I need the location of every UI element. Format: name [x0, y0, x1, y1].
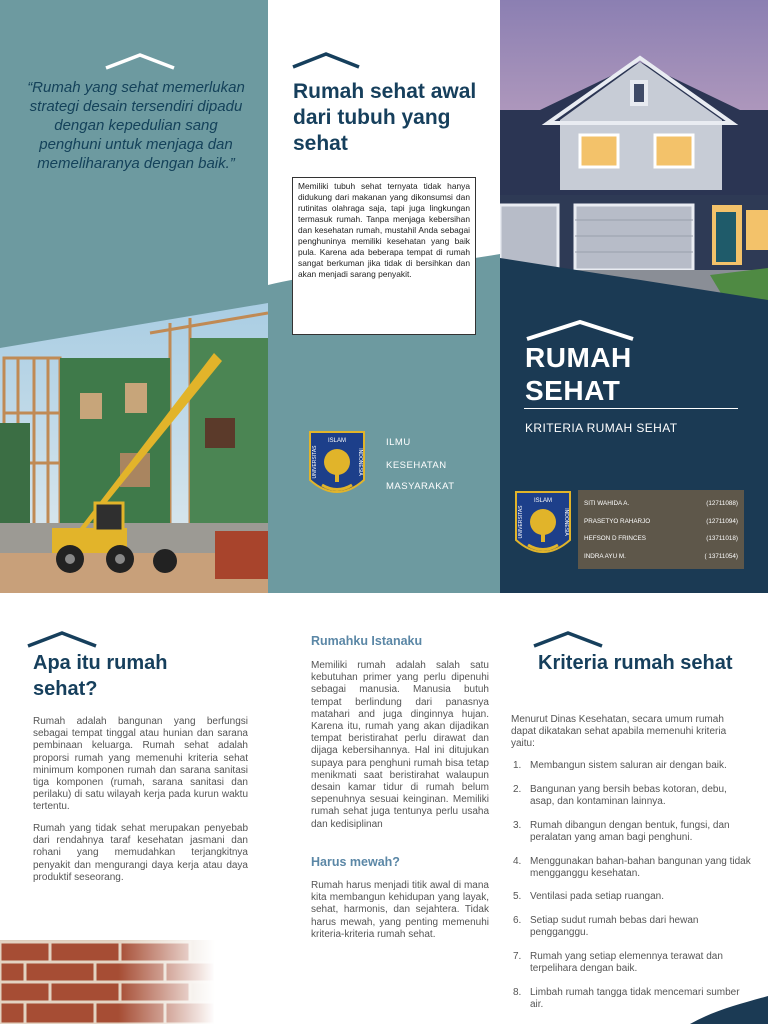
- list-item: [513, 760, 751, 772]
- member-id: (12711088): [706, 500, 738, 508]
- list-item: [513, 856, 751, 880]
- list-item-number: 5.: [513, 891, 522, 903]
- logo-text-islam: ISLAM: [533, 498, 553, 504]
- list-item-text: Rumah yang setiap elemennya terawat dan terpelihara dengan baik.: [530, 951, 723, 975]
- quote-panel: [0, 0, 268, 593]
- what-is-paragraph-1: Rumah adalah bangunan yang berfungsi sebagai tempat tinggal atau hunian dan sarana pembinaan keluarga. Rumah sehat adalah proporsi rumah yang memenuhi kriteria sehat minimum komponen rumah dan sarana sanitasi tiga komponen (rumah, sarana sanitasi dan perilaku) di satu wilayah kerja pada kurun waktu tertentu.: [33, 716, 248, 813]
- list-item-number: 8.: [513, 986, 522, 998]
- member-row: [584, 548, 738, 566]
- logo-text-islam: ISLAM: [327, 438, 347, 444]
- members-list: [578, 490, 744, 569]
- corner-wave-decoration: [690, 996, 768, 1024]
- list-item-number: 2.: [513, 783, 522, 795]
- member-id: ( 13711054): [704, 552, 738, 560]
- luxury-heading: Harus mewah?: [311, 855, 400, 869]
- logo-text-indonesia: INDONESIA: [357, 448, 363, 476]
- member-row: [584, 513, 738, 531]
- list-item: [513, 951, 751, 975]
- list-item-number: 6.: [513, 915, 522, 927]
- list-item-text: Menggunakan bahan-bahan bangunan yang tidak mengganggu kesehatan.: [530, 855, 751, 879]
- logo-text-universitas: UNIVERSITAS: [518, 505, 524, 539]
- member-name: PRASETYO RAHARJO: [584, 517, 651, 525]
- list-item-number: 1.: [513, 760, 522, 771]
- cover-divider: [524, 408, 738, 409]
- university-logo: [514, 490, 572, 569]
- roof-icon: [26, 630, 98, 648]
- list-item: [513, 891, 751, 903]
- intro-title: Rumah sehat awal dari tubuh yang sehat: [293, 80, 477, 155]
- member-name: HEFSON D FRINCES: [584, 535, 646, 543]
- cover-subtitle: KRITERIA RUMAH SEHAT: [525, 421, 678, 435]
- list-item-number: 3.: [513, 819, 522, 831]
- member-row: [584, 495, 738, 513]
- list-item-text: Ventilasi pada setiap ruangan.: [530, 891, 664, 903]
- intro-panel: [268, 0, 500, 593]
- palace-heading: Rumahku Istanaku: [311, 634, 423, 648]
- roof-icon: [104, 52, 176, 70]
- luxury-paragraph: Rumah harus menjadi titik awal di mana kita membangun kehidupan yang layak, sehat, harmonis, dan sejahtera. Tidak harus mewah, yang penting memenuhi kriteria-kriteria rumah sehat.: [311, 880, 489, 940]
- cover-title-line-2: SEHAT: [525, 375, 621, 406]
- roof-icon: [532, 630, 604, 648]
- cover-panel: [500, 0, 768, 593]
- list-item-text: Bangunan yang bersih bebas kotoran, debu, asap, dan kontaminan lainnya.: [530, 783, 727, 807]
- member-name: INDRA AYU M.: [584, 552, 626, 560]
- criteria-title: Kriteria rumah sehat: [538, 652, 733, 674]
- house-photo: [500, 0, 768, 300]
- brick-wall-photo: [0, 940, 215, 1024]
- member-name: SITI WAHIDA A.: [584, 500, 630, 508]
- palace-paragraph: Memiliki rumah adalah salah satu kebutuhan primer yang perlu dipenuhi sebagai manusia. Manusia butuh tempat berlindung dari panasnya matahari and juga dinginnya hujan. Karena itu, rumah yang akan dijadikan tempat beristirahat perlu dirawat dan dijaga kebersihannya. Hal ini ditujukan supaya para penghuni rumah bisa tetap menikmati saat beristirahat walaupun desain kamar tidur di rumah belum sepenuhnya sesuai keinginan. Memiliki rumah sehat juga tentunya perlu usaha dan kedisiplinan: [311, 660, 489, 830]
- member-row: [584, 530, 738, 548]
- list-item-text: Membangun sistem saluran air dengan baik.: [530, 760, 727, 771]
- member-id: (13711018): [706, 535, 738, 543]
- list-item: [513, 784, 751, 808]
- construction-photo: [0, 303, 268, 593]
- department-line-1: ILMU: [386, 437, 411, 448]
- criteria-list: [513, 760, 751, 1023]
- cover-title-line-1: RUMAH: [525, 342, 632, 373]
- list-item-text: Setiap sudut rumah bebas dari hewan pengganggu.: [530, 915, 699, 939]
- department-line-3: MASYARAKAT: [386, 481, 455, 492]
- roof-icon: [291, 51, 361, 69]
- list-item-number: 4.: [513, 855, 522, 867]
- what-is-title: Apa itu rumah sehat?: [33, 652, 168, 700]
- list-item: [513, 820, 751, 844]
- intro-text-box: [292, 177, 476, 335]
- member-id: (12711094): [706, 517, 738, 525]
- university-logo: [308, 430, 366, 509]
- cover-quote: “Rumah yang sehat memerlukan strategi desain tersendiri dipadu dengan kepedulian sang penghuni untuk menjaga dan memeliharanya dengan baik.”: [27, 79, 245, 172]
- list-item-text: Rumah dibangun dengan bentuk, fungsi, dan peralatan yang aman bagi penghuni.: [530, 819, 730, 843]
- list-item-number: 7.: [513, 951, 522, 963]
- logo-text-indonesia: INDONESIA: [563, 508, 569, 536]
- list-item-text: Limbah rumah tangga tidak mencemari sumber air.: [530, 986, 740, 1011]
- department-line-2: KESEHATAN: [386, 460, 447, 471]
- intro-body: Memiliki tubuh sehat ternyata tidak hanya didukung dari makanan yang dikonsumsi dan rutinitas olahraga saja, tapi juga lingkungan termasuk rumah. Tanpa menjaga kebersihan dan kesehatan rumah, mustahil Anda sebagai penghuninya memiliki kesehatan yang baik pula. Karena ada beberapa tempat di rumah sangat berkuman jika tidak di bersihkan dan akan menjadi sarang penyakit.: [298, 181, 470, 279]
- what-is-paragraph-2: Rumah yang tidak sehat merupakan penyebab dari rendahnya taraf kesehatan jasmani dan rohani yang memudahkan terjangkitnya penyakit dan mengurangi daya kerja atau daya produktif seseorang.: [33, 823, 248, 883]
- cover-title: [525, 341, 632, 407]
- criteria-intro: Menurut Dinas Kesehatan, secara umum rumah dapat dikatakan sehat apabila memenuhi kriteria yaitu:: [511, 714, 727, 750]
- logo-text-universitas: UNIVERSITAS: [312, 445, 318, 479]
- list-item: [513, 915, 751, 939]
- roof-icon: [524, 318, 636, 342]
